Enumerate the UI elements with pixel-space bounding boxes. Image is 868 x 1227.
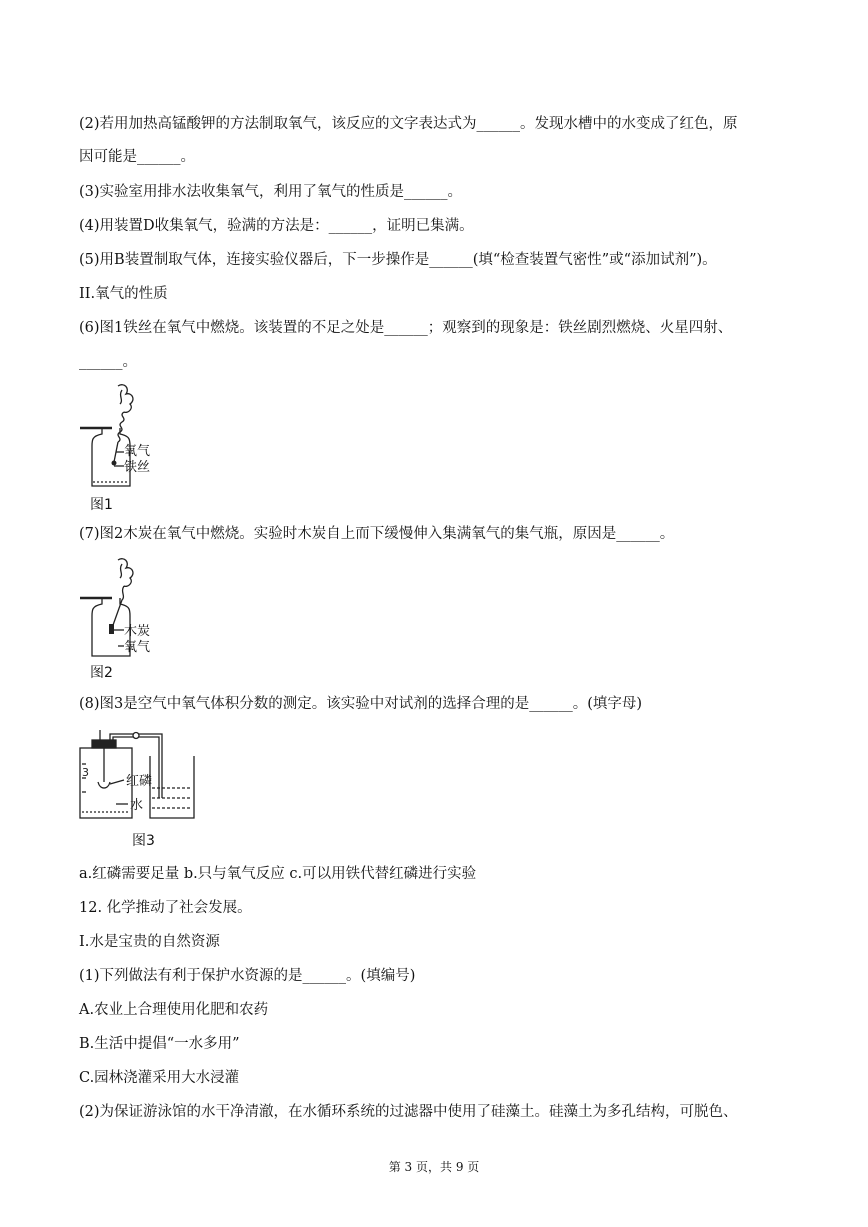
q6-line-1: (6)图1铁丝在氧气中燃烧。该装置的不足之处是______；观察到的现象是：铁丝剧烈燃烧、火星四射、 xyxy=(79,320,733,336)
fig2-label-charcoal: 木炭 xyxy=(124,624,151,639)
fig3-label-red-phosphorus: 红磷 xyxy=(126,774,153,789)
figure-3 xyxy=(76,728,208,824)
option-a: A.农业上合理使用化肥和农药 xyxy=(79,1002,269,1018)
fig1-caption: 图1 xyxy=(90,497,113,513)
figure-1 xyxy=(78,382,198,492)
q6-line-2: ______。 xyxy=(79,354,137,370)
fig2-caption: 图2 xyxy=(90,665,113,681)
fig2-label-oxygen: 氧气 xyxy=(124,640,151,655)
q8-line: (8)图3是空气中氧气体积分数的测定。该实验中对试剂的选择合理的是______。(填字母) xyxy=(79,696,643,712)
fig1-label-oxygen: 氧气 xyxy=(124,444,151,459)
q2-line-1: (2)若用加热高锰酸钾的方法制取氧气，该反应的文字表达式为______。发现水槽中的水变成了红色，原 xyxy=(79,116,738,132)
option-c: C.园林浇灌采用大水浸灌 xyxy=(79,1070,240,1086)
iron-wire-combustion-diagram xyxy=(78,382,198,492)
q3-line: (3)实验室用排水法收集氧气，利用了氧气的性质是______。 xyxy=(79,184,463,200)
section-i-heading: I.水是宝贵的自然资源 xyxy=(79,934,220,950)
q4-line: (4)用装置D收集氧气，验满的方法是：______，证明已集满。 xyxy=(79,218,474,234)
svg-text:3: 3 xyxy=(82,766,89,779)
section-ii-heading: II.氧气的性质 xyxy=(79,286,168,302)
fig3-caption: 图3 xyxy=(132,833,155,849)
q8-options: a.红磷需要足量 b.只与氧气反应 c.可以用铁代替红磷进行实验 xyxy=(79,866,477,882)
q12-1-line: (1)下列做法有利于保护水资源的是______。(填编号) xyxy=(79,968,416,984)
fig3-label-water: 水 xyxy=(130,798,144,813)
option-b: B.生活中提倡“一水多用” xyxy=(79,1036,240,1052)
q2-line-2: 因可能是______。 xyxy=(79,149,195,165)
q12-title: 12. 化学推动了社会发展。 xyxy=(79,900,252,916)
page-footer: 第 3 页，共 9 页 xyxy=(388,1160,480,1174)
fig1-label-iron-wire: 铁丝 xyxy=(124,460,151,475)
q7-line: (7)图2木炭在氧气中燃烧。实验时木炭自上而下缓慢伸入集满氧气的集气瓶，原因是______。 xyxy=(79,526,675,542)
figure-2 xyxy=(78,556,198,664)
q5-line: (5)用B装置制取气体，连接实验仪器后，下一步操作是______(填“检查装置气密性”或“添加试剂”)。 xyxy=(79,252,717,268)
q12-2-line: (2)为保证游泳馆的水干净清澈，在水循环系统的过滤器中使用了硅藻土。硅藻土为多孔结构，可脱色、 xyxy=(79,1104,738,1120)
